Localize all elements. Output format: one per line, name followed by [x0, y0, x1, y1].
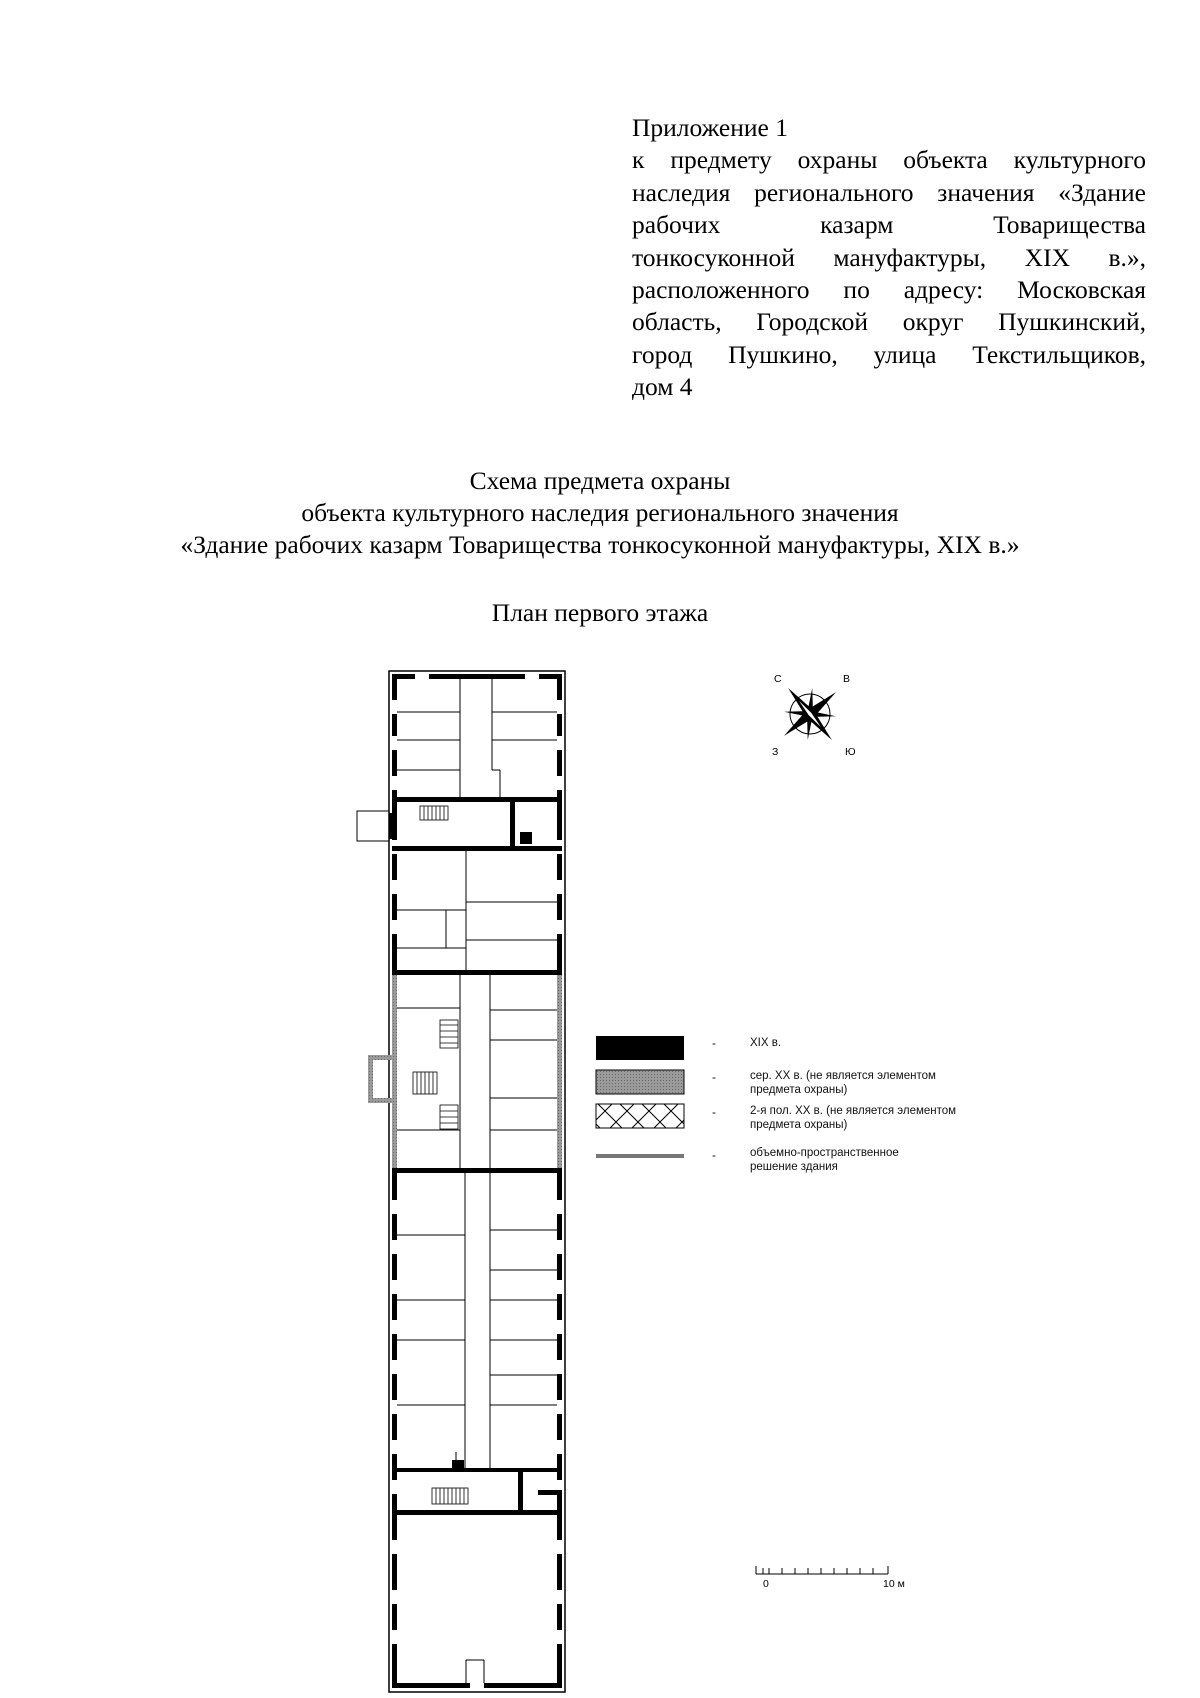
- appendix-line: область, Городской округ Пушкинский,: [632, 307, 1146, 337]
- appendix-line: тонкосуконной мануфактуры, XIX в.»,: [632, 242, 1146, 272]
- compass-icon: [781, 685, 840, 744]
- title-line-3: «Здание рабочих казарм Товарищества тонкосуконной мануфактуры, XIX в.»: [180, 530, 1020, 559]
- plan-subtitle: План первого этажа: [491, 598, 709, 627]
- appendix-line: к предмету охраны объекта культурного: [632, 145, 1146, 175]
- scale-bar: [756, 1566, 888, 1574]
- appendix-line: дом 4: [632, 372, 693, 402]
- title-line-1: Схема предмета охраны: [469, 466, 731, 495]
- compass-label-east: В: [843, 673, 851, 685]
- legend-dash: -: [712, 1148, 716, 1162]
- appendix-line: расположенного по адресу: Московская: [632, 275, 1146, 305]
- legend-label-late-xx: 2-я пол. XX в. (не является элементом предмета охраны): [750, 1105, 957, 1131]
- porch-annex: [357, 811, 393, 841]
- cross-walls: [392, 797, 562, 1515]
- legend-dash: -: [712, 1070, 716, 1084]
- legend-dash: -: [712, 1105, 716, 1119]
- appendix-line: наследия регионального значения «Здание: [632, 177, 1146, 207]
- building-outline: [389, 671, 565, 1692]
- legend-label-volume: объемно-пространственное решение здания: [750, 1147, 899, 1173]
- title-line-2: объекта культурного наследия регионального значения: [301, 498, 899, 527]
- thin-partitions: [397, 679, 557, 1683]
- scale-label-zero: 0: [763, 1578, 769, 1590]
- legend-label-mid-xx: сер. XX в. (не является элементом предмета охраны): [750, 1070, 936, 1096]
- compass-label-north: С: [774, 673, 782, 685]
- mid-century-walls: [368, 974, 562, 1172]
- legend-dash: -: [712, 1036, 716, 1050]
- legend-swatch-mid-xx: [596, 1070, 684, 1094]
- legend-swatch-xix: [596, 1036, 684, 1060]
- appendix-line: город Пушкино, улица Текстильщиков,: [632, 339, 1146, 369]
- appendix-line: Приложение 1: [632, 113, 788, 142]
- legend-swatch-volume: [596, 1154, 684, 1158]
- compass-label-south: Ю: [845, 746, 856, 758]
- legend-label-xix: XIX в.: [750, 1037, 782, 1049]
- compass-label-west: З: [772, 746, 779, 758]
- legend-swatches: [596, 1036, 684, 1158]
- scale-label-ten: 10 м: [883, 1578, 905, 1590]
- appendix-line: рабочих казарм Товарищества: [632, 210, 1146, 240]
